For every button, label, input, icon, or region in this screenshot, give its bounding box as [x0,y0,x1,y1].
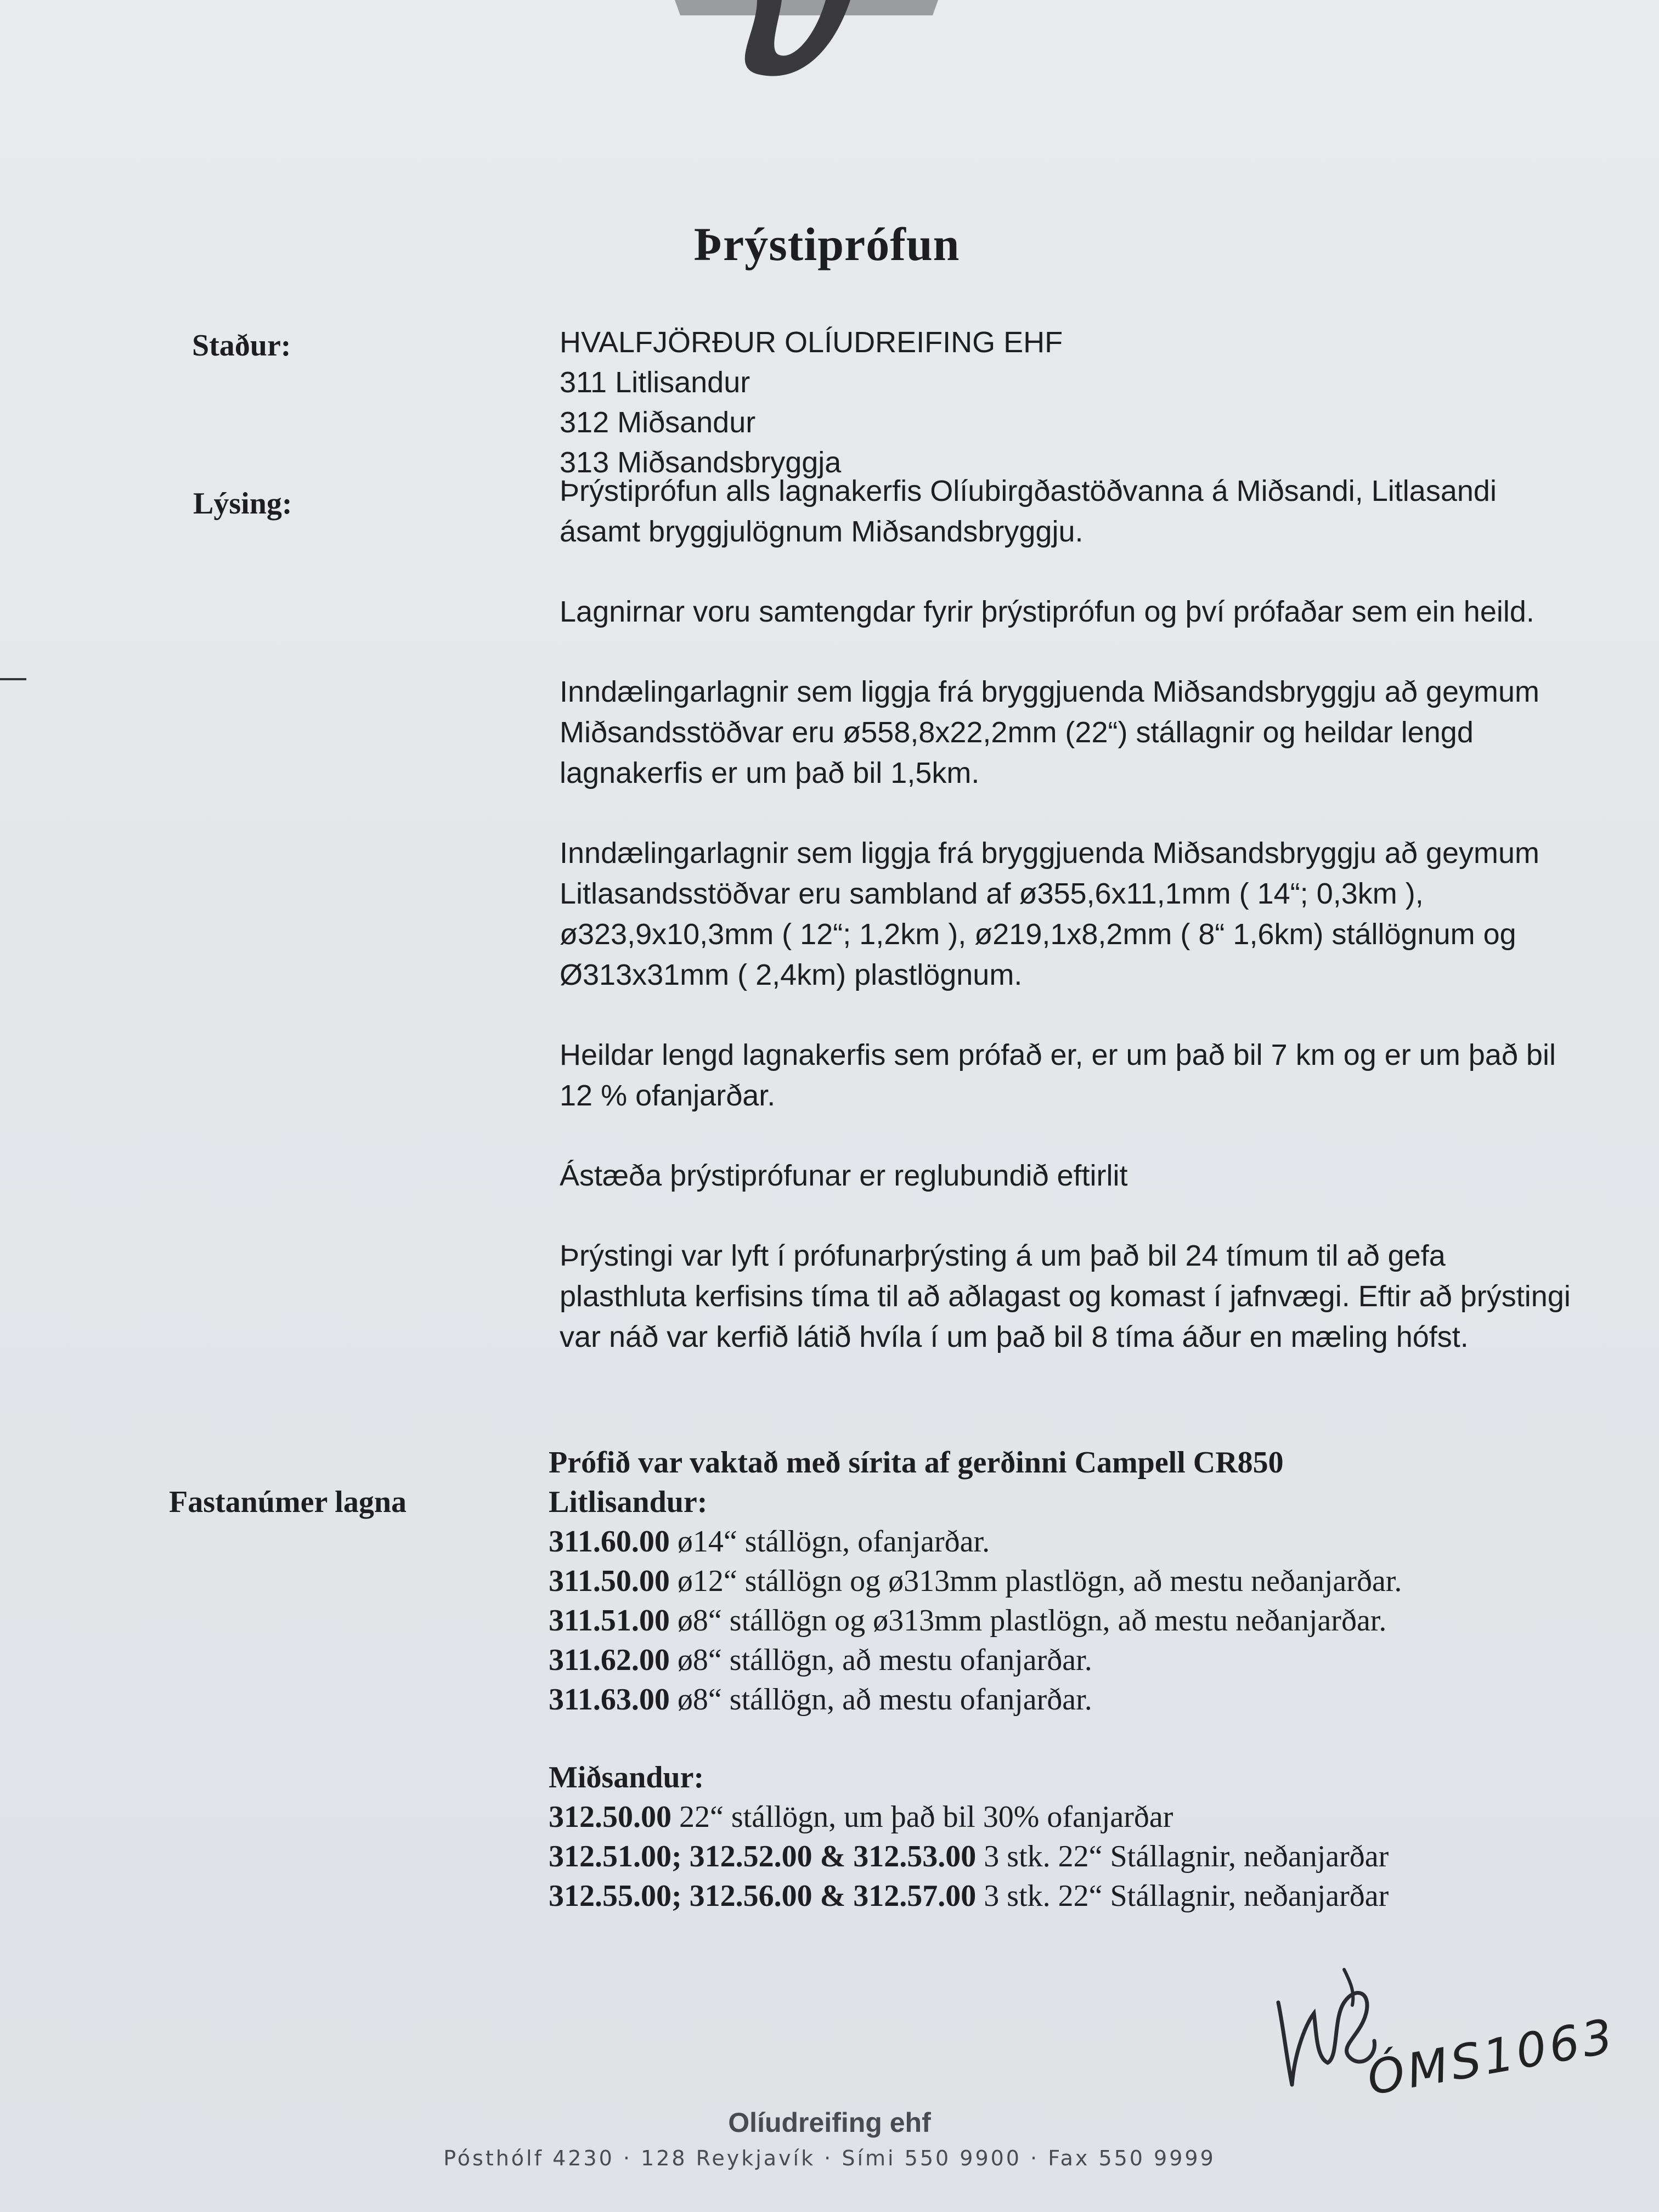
description-paragraph: Lagnirnar voru samtengdar fyrir þrýstiprófun og því prófaðar sem ein heild. [560,595,1534,628]
description-block [560,471,1580,1357]
location-line: 311 Litlisandur [560,366,751,399]
document-title: Þrýstiprófun [693,218,960,270]
pipeline-item: 311.62.00 ø8“ stállögn, að mestu ofanjarðar. [549,1643,1092,1677]
description-paragraph: Þrýstingi var lyft í prófunarþrýsting á um það bil 24 tímum til að gefa plasthluta kerfisins tíma til að aðlagast og komast í jafnvægi. Eftir að þrýstingi var náð var kerfið látið hvíla í um það bil 8 tíma áður en mæling hófst. [560,1239,1571,1353]
pipeline-item: 311.50.00 ø12“ stállögn og ø313mm plastlögn, að mestu neðanjarðar. [549,1564,1402,1598]
margin-mark [0,678,26,680]
pipeline-item: 311.60.00 ø14“ stállögn, ofanjarðar. [549,1525,990,1559]
pipeline-item: 312.55.00; 312.56.00 & 312.57.00 3 stk. 22“ Stállagnir, neðanjarðar [549,1879,1389,1913]
location-line: 313 Miðsandsbryggja [560,446,842,479]
monitor-heading: Prófið var vaktað með sírita af gerðinni Campell CR850 [549,1446,1284,1480]
description-paragraph: Þrýstiprófun alls lagnakerfis Olíubirgðastöðvanna á Miðsandi, Litlasandi ásamt bryggjulögnum Miðsandsbryggju. [560,475,1497,548]
location-block [560,323,1591,483]
pipeline-list [549,1443,1618,1916]
litlisandur-heading: Litlisandur: [549,1485,708,1519]
pipeline-item: 311.51.00 ø8“ stállögn og ø313mm plastlögn, að mestu neðanjarðar. [549,1604,1387,1638]
fastanumer-label: Fastanúmer lagna [169,1485,407,1519]
description-paragraph: Inndælingarlagnir sem liggja frá bryggjuenda Miðsandsbryggju að geymum Miðsandsstöðvar eru ø558,8x22,2mm (22“) stállagnir og heildar lengd lagnakerfis er um það bil 1,5km. [560,675,1539,789]
stadur-label: Staður: [192,329,291,363]
footer-address: Pósthólf 4230 · 128 Reykjavík · Sími 550 9900 · Fax 550 9999 [443,2146,1216,2170]
midsandur-heading: Miðsandur: [549,1760,704,1795]
description-paragraph: Heildar lengd lagnakerfis sem prófað er, er um það bil 7 km og er um það bil 12 % ofanjarðar. [560,1039,1556,1112]
pipeline-item: 311.63.00 ø8“ stállögn, að mestu ofanjarðar. [549,1683,1092,1717]
lysing-label: Lýsing: [193,487,292,521]
pipeline-item: 312.51.00; 312.52.00 & 312.53.00 3 stk. 22“ Stállagnir, neðanjarðar [549,1839,1389,1874]
description-paragraph: Inndælingarlagnir sem liggja frá bryggjuenda Miðsandsbryggju að geymum Litlasandsstöðvar eru sambland af ø355,6x11,1mm ( 14“; 0,3km ), ø323,9x10,3mm ( 12“; 1,2km ), ø219,1x8,2mm ( 8“ 1,6km) stállögnum og Ø313x31mm ( 2,4km) plastlögnum. [560,837,1539,991]
location-company: HVALFJÖRÐUR OLÍUDREIFING EHF [560,326,1063,359]
description-paragraph: Ástæða þrýstiprófunar er reglubundið eftirlit [560,1159,1128,1192]
company-logo [675,0,949,82]
pipeline-item: 312.50.00 22“ stállögn, um það bil 30% ofanjarðar [549,1800,1173,1834]
location-line: 312 Miðsandur [560,406,756,439]
handwritten-reference: ÓMS1063 [1363,2008,1620,2106]
footer-company: Olíudreifing ehf [728,2107,931,2138]
